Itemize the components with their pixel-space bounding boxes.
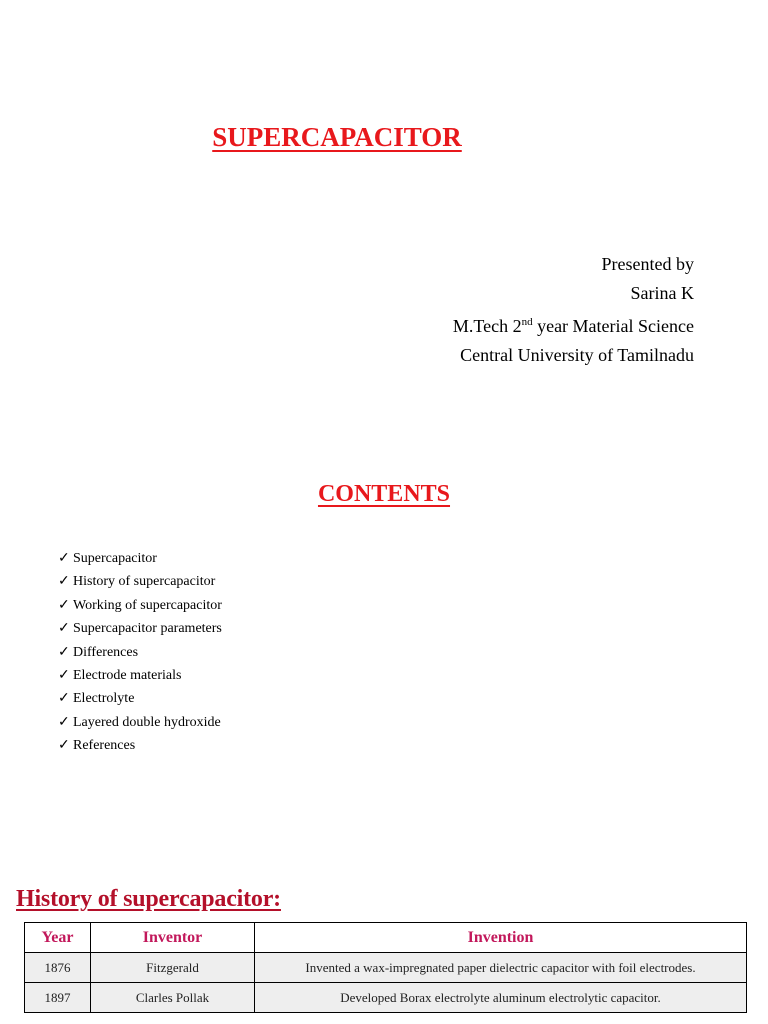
contents-list (58, 547, 222, 758)
check-icon: ✓ (58, 668, 70, 684)
table-header-row (25, 923, 747, 953)
history-section (0, 872, 768, 1024)
list-item-label: Supercapacitor (73, 551, 157, 566)
cell-year: 1876 (25, 953, 91, 983)
list-item-label: Layered double hydroxide (73, 714, 221, 730)
check-icon: ✓ (58, 738, 70, 754)
presenter-name: Sarina K (630, 283, 694, 303)
page-title: SUPERCAPACITOR (212, 122, 462, 152)
check-icon: ✓ (58, 644, 70, 660)
list-item (58, 547, 222, 570)
presenter-program (453, 308, 694, 341)
history-heading: History of supercapacitor: (16, 886, 281, 912)
presenter-university: Central University of Tamilnadu (460, 345, 694, 365)
list-item-label: References (73, 738, 136, 754)
check-icon: ✓ (58, 551, 70, 566)
cell-year: 1897 (25, 983, 91, 1013)
check-icon: ✓ (58, 574, 70, 590)
check-icon: ✓ (58, 714, 70, 730)
list-item-label: History of supercapacitor (73, 574, 216, 590)
contents-heading: CONTENTS (317, 481, 451, 507)
table-row (25, 953, 747, 983)
cell-invention: Developed Borax electrolyte aluminum electrolytic capacitor. (255, 983, 747, 1013)
list-item-label: Working of supercapacitor (73, 597, 222, 613)
list-item (58, 687, 222, 710)
cell-inventor: Clarles Pollak (91, 983, 255, 1013)
list-item-label: Electrolyte (73, 691, 135, 707)
check-icon: ✓ (58, 621, 70, 637)
column-header-year: Year (25, 923, 91, 953)
presented-by-label: Presented by (601, 254, 694, 274)
column-header-invention: Invention (255, 923, 747, 953)
check-icon: ✓ (58, 691, 70, 707)
cell-invention: Invented a wax-impregnated paper dielectric capacitor with foil electrodes. (255, 953, 747, 983)
list-item (58, 617, 222, 640)
check-icon: ✓ (58, 597, 70, 613)
column-header-inventor: Inventor (91, 923, 255, 953)
history-table (24, 922, 747, 1013)
program-sup: nd (521, 316, 533, 328)
list-item (58, 570, 222, 593)
list-item-label: Differences (73, 644, 139, 660)
presenter-block (453, 250, 694, 370)
list-item (58, 711, 222, 734)
list-item (58, 594, 222, 617)
cell-inventor: Fitzgerald (91, 953, 255, 983)
list-item (58, 641, 222, 664)
list-item (58, 664, 222, 687)
list-item (58, 734, 222, 757)
list-item-label: Electrode materials (73, 668, 182, 684)
program-prefix: M.Tech 2 (452, 316, 522, 336)
program-suffix: year Material Science (532, 316, 694, 336)
list-item-label: Supercapacitor parameters (73, 621, 222, 637)
table-row (25, 983, 747, 1013)
